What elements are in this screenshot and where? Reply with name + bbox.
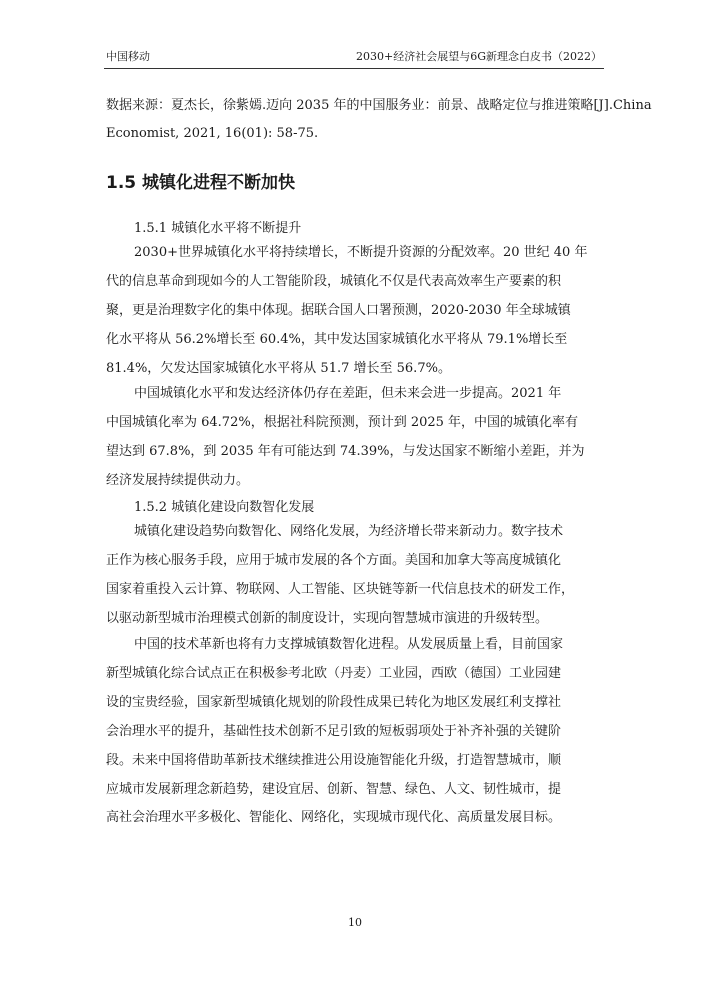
page-header — [104, 46, 604, 69]
header-doc-title: 2030+经济社会展望与6G新理念白皮书（2022） — [356, 50, 602, 63]
text-line: 中国的技术革新也将有力支撑城镇数智化进程。从发展质量上看，目前国家 — [134, 637, 564, 652]
text-line: 应城市发展新理念新趋势，建设宜居、创新、智慧、绿色、人文、韧性城市，提 — [106, 781, 562, 797]
text-line: 中国城镇化率为 64.72%，根据社科院预测，预计到 2025 年，中国的城镇化率有 — [106, 414, 579, 430]
text-line: 城镇化建设趋势向数智化、网络化发展，为经济增长带来新动力。数字技术 — [134, 524, 564, 539]
paragraph-urbanization-global — [106, 239, 609, 384]
text-line: 经济发展持续提供动力。 — [106, 472, 250, 488]
section-heading: 1.5 城镇化进程不断加快 — [106, 173, 296, 193]
source-line: 数据来源：夏杰长，徐紫嫣.迈向 2035 年的中国服务业：前景、战略定位与推进策略[J].China — [106, 98, 652, 113]
subsection-heading-1-5-2: 1.5.2 城镇化建设向数智化发展 — [134, 500, 315, 515]
text-line: 国家着重投入云计算、物联网、人工智能、区块链等新一代信息技术的研发工作， — [106, 581, 575, 597]
text-line: 中国城镇化水平和发达经济体仍存在差距，但未来会进一步提高。2021 年 — [134, 386, 562, 401]
source-line: Economist, 2021, 16(01): 58-75. — [106, 126, 319, 141]
text-line: 段。未来中国将借助革新技术继续推进公用设施智能化升级，打造智慧城市，顺 — [106, 752, 562, 768]
text-line: 会治理水平的提升，基础性技术创新不足引致的短板弱项处于补齐补强的关键阶 — [106, 723, 562, 739]
data-source-note — [106, 92, 652, 148]
subsection-heading-1-5-1: 1.5.1 城镇化水平将不断提升 — [134, 221, 302, 236]
text-line: 望达到 67.8%，到 2035 年有可能达到 74.39%，与发达国家不断缩小差距，并为 — [106, 443, 585, 459]
text-line: 高社会治理水平多极化、智能化、网络化，实现城市现代化、高质量发展目标。 — [106, 810, 562, 826]
paragraph-urbanization-china — [106, 380, 609, 496]
text-line: 设的宝贵经验，国家新型城镇化规划的阶段性成果已转化为地区发展红利支撑社 — [106, 694, 562, 710]
text-line: 聚，更是治理数字化的集中体现。据联合国人口署预测，2020-2030 年全球城镇 — [106, 302, 571, 318]
text-line: 新型城镇化综合试点正在积极参考北欧（丹麦）工业园，西欧（德国）工业园建 — [106, 665, 562, 681]
text-line: 代的信息革命到现如今的人工智能阶段，城镇化不仅是代表高效率生产要素的积 — [106, 273, 562, 289]
text-line: 以驱动新型城市治理模式创新的制度设计，实现向智慧城市演进的升级转型。 — [106, 610, 549, 626]
paragraph-digital-urbanization — [106, 518, 609, 634]
text-line: 81.4%，欠发达国家城镇化水平将从 51.7 增长至 56.7%。 — [106, 360, 451, 376]
header-org: 中国移动 — [106, 50, 150, 63]
text-line: 2030+世界城镇化水平将持续增长，不断提升资源的分配效率。20 世纪 40 年 — [134, 245, 588, 260]
paragraph-china-tech-innovation — [106, 631, 609, 833]
page-number: 10 — [348, 916, 362, 929]
text-line: 化水平将从 56.2%增长至 60.4%，其中发达国家城镇化水平将从 79.1%增长至 — [106, 331, 568, 347]
text-line: 正作为核心服务手段，应用于城市发展的各个方面。美国和加拿大等高度城镇化 — [106, 552, 562, 568]
